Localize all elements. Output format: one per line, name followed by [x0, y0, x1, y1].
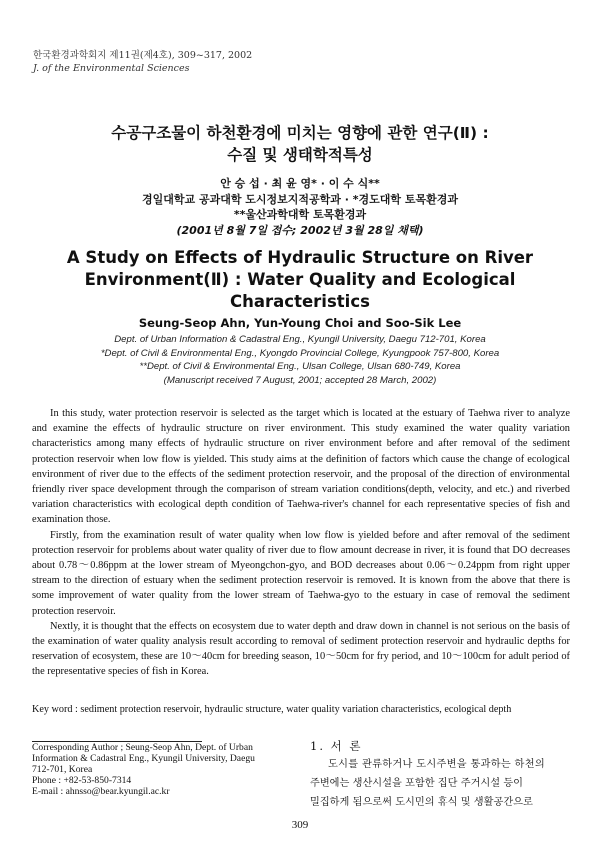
journal-name-en: J. of the Environmental Sciences — [33, 63, 190, 74]
manuscript-dates: (Manuscript received 7 August, 2001; accepted 28 March, 2002) — [163, 374, 437, 386]
introduction-section — [310, 737, 570, 812]
english-affiliation-2: *Dept. of Civil & Environmental Eng., Kyongdo Provincial College, Kyungpook 757-800, Korea — [100, 347, 500, 359]
footnote-line-2: Information & Cadastral Eng., Kyungil University, Daegu — [32, 753, 255, 764]
footnote-email: E-mail : ahnsso@bear.kyungil.ac.kr — [32, 786, 170, 797]
english-title — [0, 247, 600, 313]
section-line-3: 밀집하게 됨으로써 도시민의 휴식 및 생활공간으로 — [310, 797, 533, 808]
korean-author-names: 안 승 섭 · 최 윤 영* · 이 수 식** — [220, 177, 380, 190]
korean-dates: (2001년 8월 7일 접수; 2002년 3월 28일 채택) — [176, 223, 424, 237]
english-title-line3: Characteristics — [230, 292, 370, 311]
footnote-line-1: Corresponding Author ; Seung-Seop Ahn, Dept. of Urban — [32, 742, 253, 753]
journal-header — [33, 49, 252, 75]
section-heading: 1. 서 론 — [310, 739, 363, 753]
abstract — [32, 406, 570, 680]
section-line-1: 도시를 관류하거나 도시주변을 통과하는 하천의 — [328, 759, 545, 770]
journal-citation-kr: 한국환경과학회지 제11권(제4호), 309~317, 2002 — [33, 50, 253, 61]
english-affiliation-3: **Dept. of Civil & Environmental Eng., Ulsan College, Ulsan 680-749, Korea — [139, 361, 461, 372]
footnote-phone: Phone : +82-53-850-7314 — [32, 775, 132, 786]
corresponding-author-footnote — [32, 742, 282, 797]
abstract-paragraph-1: In this study, water protection reservoir is selected as the target which is located at the estuary of Taehwa river to analyze and examine the effects of hydraulic structure on river environment. This study examined the water quality variation characteristics among many effects of hydraulic structure on river environment before and after removal of the sediment protection reservoir when low flow is yielded. This study aims at the definition of factors which cause the change of ecological environment of river due to the effects of the sediment protection reservoir, and the proposal of the direction of environmental friendly river space development through the comparison of stream variation conditions(depth, velocity, and etc.) and riverbed variation characteristics with ecological depth condition of Taehwa-river's channel for each representative species of fish and examination those. — [32, 408, 570, 526]
english-author-names: Seung-Seop Ahn, Yun-Young Choi and Soo-Sik Lee — [138, 316, 462, 330]
abstract-paragraph-3: Nextly, it is thought that the effects on ecosystem due to water depth and draw down in channel is not serious on the basis of the examination of water quality analysis result according to removal of sediment protection reservoir and hydraulic depths for reservation of ecosystem, these are 10～40cm for breeding season, 10～50cm for fry period, and 10～100cm for adult period of the representative species of fish in Korea. — [32, 620, 570, 678]
korean-title — [0, 122, 600, 166]
keywords: Key word : sediment protection reservoir, hydraulic structure, water quality variation characteristics, ecological depth — [32, 704, 512, 715]
english-affiliations — [0, 333, 600, 387]
page-number: 309 — [291, 819, 309, 831]
english-title-line2: Environment(Ⅱ) : Water Quality and Ecological — [84, 270, 516, 289]
korean-authors-block — [0, 176, 600, 238]
korean-title-line1: 수공구조물이 하천환경에 미치는 영향에 관한 연구(Ⅱ) : — [111, 124, 489, 142]
footnote-line-3: 712-701, Korea — [32, 764, 93, 775]
section-line-2: 주변에는 생산시설을 포함한 집단 주거시설 등이 — [310, 778, 524, 789]
korean-affiliation-2: **울산과학대학 토목환경과 — [233, 208, 367, 221]
english-title-line1: A Study on Effects of Hydraulic Structure on River — [66, 248, 534, 267]
korean-title-line2: 수질 및 생태학적특성 — [227, 146, 373, 164]
abstract-paragraph-2: Firstly, from the examination result of water quality when low flow is yielded before and after removal of the sediment protection reservoir for problems about water quality of river due to flow amount decrease in river, it is found that DO decreases about 0.78～0.86ppm at the lower stream of Myeongchon-gyo, and BOD decreases about 0.06～0.24ppm from right upper stream to the direction of estuary when the sediment protection reservoir is removed. It is known from the above that there is some improvement of water quality from the lower stream of Taehwa-gyo to the estuary in case of removal the sediment protection reservoir. — [32, 529, 570, 617]
english-affiliation-1: Dept. of Urban Information & Cadastral Eng., Kyungil University, Daegu 712-701, Korea — [114, 334, 486, 345]
korean-affiliation-1: 경일대학교 공과대학 도시정보지적공학과 · *경도대학 토목환경과 — [142, 192, 458, 206]
